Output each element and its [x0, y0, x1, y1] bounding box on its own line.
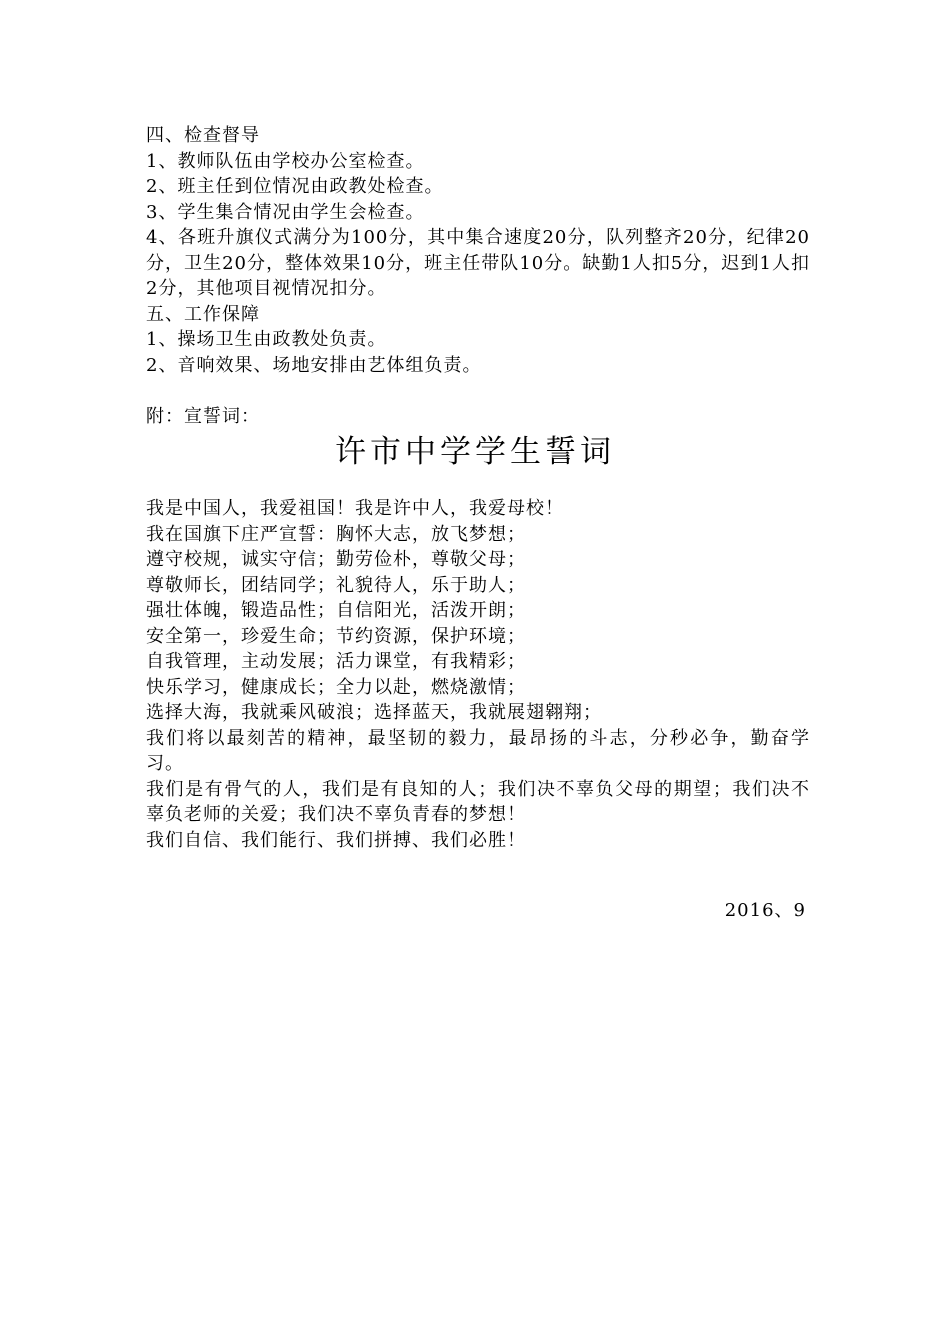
section-five-item: 1、操场卫生由政教处负责。	[146, 329, 387, 350]
section-four-item: 2、班主任到位情况由政教处检查。	[146, 176, 444, 197]
appendix-label: 附：宣誓词：	[146, 405, 260, 427]
oath-line: 我们将以最刻苦的精神，最坚韧的毅力，最昂扬的斗志，分秒必争，勤奋学习。	[146, 727, 810, 774]
oath-title: 许市中学学生誓词	[335, 434, 615, 470]
section-five-item: 2、音响效果、场地安排由艺体组负责。	[146, 354, 482, 376]
oath-line: 我是中国人，我爱祖国！我是许中人，我爱母校！	[146, 498, 564, 519]
section-four-item: 1、教师队伍由学校办公室检查。	[146, 150, 425, 172]
oath-line: 我们是有骨气的人，我们是有良知的人；我们决不辜负父母的期望；我们决不辜负老师的关爱；我们决不辜负青春的梦想！	[146, 778, 810, 825]
oath-line: 强壮体魄，锻造品性；自信阳光，活泼开朗；	[146, 600, 526, 621]
oath-line: 自我管理，主动发展；活力课堂，有我精彩；	[146, 651, 526, 672]
spacer	[146, 378, 810, 404]
oath-line: 选择大海，我就乘风破浪；选择蓝天，我就展翅翱翔；	[146, 702, 602, 723]
inspection-and-guarantee-section	[146, 123, 810, 429]
oath-line: 尊敬师长，团结同学；礼貌待人，乐于助人；	[146, 574, 526, 596]
section-four-item: 3、学生集合情况由学生会检查。	[146, 201, 425, 223]
section-five-heading: 五、工作保障	[146, 303, 260, 325]
section-four-heading: 四、检查督导	[146, 125, 260, 146]
oath-line: 安全第一，珍爱生命；节约资源，保护环境；	[146, 625, 526, 647]
oath-line: 我们自信、我们能行、我们拼搏、我们必胜！	[146, 829, 526, 851]
section-four-item: 4、各班升旗仪式满分为100分，其中集合速度20分，队列整齐20分，纪律20分，卫生20分，整体效果10分，班主任带队10分。缺勤1人扣5分，迟到1人扣2分，其他项目视情况扣分。	[146, 227, 810, 299]
document-date: 2016、9	[724, 900, 806, 921]
oath-line: 遵守校规，诚实守信；勤劳俭朴，尊敬父母；	[146, 549, 526, 570]
oath-line: 我在国旗下庄严宣誓：胸怀大志，放飞梦想；	[146, 523, 526, 545]
oath-line: 快乐学习，健康成长；全力以赴，燃烧激情；	[146, 676, 526, 698]
oath-text	[146, 496, 810, 853]
